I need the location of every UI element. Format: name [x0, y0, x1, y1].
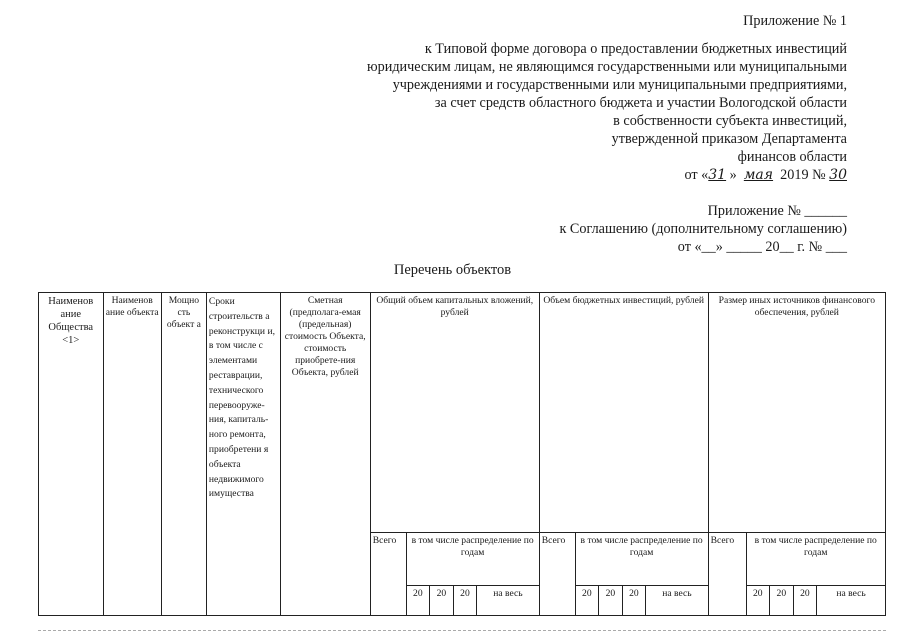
- date-year: 2019 №: [780, 167, 826, 183]
- header-line: утвержденной приказом Департамента: [611, 131, 847, 147]
- col-object-header: Наименов ание объекта: [103, 293, 161, 616]
- year-cell: 20: [453, 586, 477, 616]
- document-title: Перечень объектов: [393, 262, 512, 278]
- whole-period-cell: на весь: [817, 586, 886, 616]
- whole-period-cell: на весь: [477, 586, 540, 616]
- year-cell: 20: [770, 586, 794, 616]
- header-line: к Типовой форме договора о предоставлении бюджетных инвестиций: [424, 41, 847, 57]
- group-other-header: Размер иных источников финансового обеспечения, рублей: [708, 293, 885, 533]
- group-capital-header: Общий объем капитальных вложений, рублей: [370, 293, 539, 533]
- objects-table: [38, 292, 886, 616]
- total-header: Всего: [370, 533, 406, 616]
- group-budget-header: Объем бюджетных инвестиций, рублей: [539, 293, 708, 533]
- total-header: Всего: [539, 533, 575, 616]
- appendix-line: от «__» _____ 20__ г. № ___: [677, 239, 847, 255]
- year-cell: 20: [430, 586, 454, 616]
- year-cell: 20: [406, 586, 430, 616]
- header-line: учреждениями и государственными или муниципальными предприятиями,: [392, 77, 847, 93]
- by-years-header: в том числе распределение по годам: [575, 533, 708, 586]
- date-month: мая: [743, 167, 774, 183]
- header-date-line: [685, 167, 847, 184]
- appendix-line: к Соглашению (дополнительному соглашению): [559, 221, 847, 237]
- date-mid: »: [729, 167, 737, 183]
- total-header: Всего: [708, 533, 746, 616]
- header-line: юридическим лицам, не являющимся государственными или муниципальными: [367, 59, 847, 75]
- col-cost-header: Сметная (предполага-емая (предельная) стоимость Объекта, стоимость приобрете-ния Объекта, рублей: [280, 293, 370, 616]
- header-line: финансов области: [737, 149, 847, 165]
- whole-period-cell: на весь: [646, 586, 708, 616]
- page-edge-line: [38, 630, 886, 631]
- header-line: в собственности субъекта инвестиций,: [613, 113, 847, 129]
- header-line: Приложение № 1: [743, 13, 847, 29]
- date-prefix: от «: [684, 167, 709, 183]
- year-cell: 20: [746, 586, 770, 616]
- date-number: 30: [829, 167, 847, 183]
- year-cell: 20: [575, 586, 599, 616]
- appendix-line: Приложение № ______: [707, 203, 847, 219]
- col-capacity-header: Мощно сть объект а: [161, 293, 206, 616]
- date-day: 31: [708, 167, 727, 183]
- year-cell: 20: [599, 586, 623, 616]
- header-line: за счет средств областного бюджета и участии Вологодской области: [434, 95, 847, 111]
- by-years-header: в том числе распределение по годам: [406, 533, 539, 586]
- col-terms-header: Сроки строительств а реконструкци и, в том числе с элементами реставрации, технического перевооруже-ния, капиталь-ного ремонта, приобретени я объекта недвижимого имущества: [206, 293, 280, 616]
- col-company-header: Наименов ание Общества <1>: [39, 293, 104, 616]
- year-cell: 20: [622, 586, 646, 616]
- by-years-header: в том числе распределение по годам: [746, 533, 885, 586]
- year-cell: 20: [793, 586, 817, 616]
